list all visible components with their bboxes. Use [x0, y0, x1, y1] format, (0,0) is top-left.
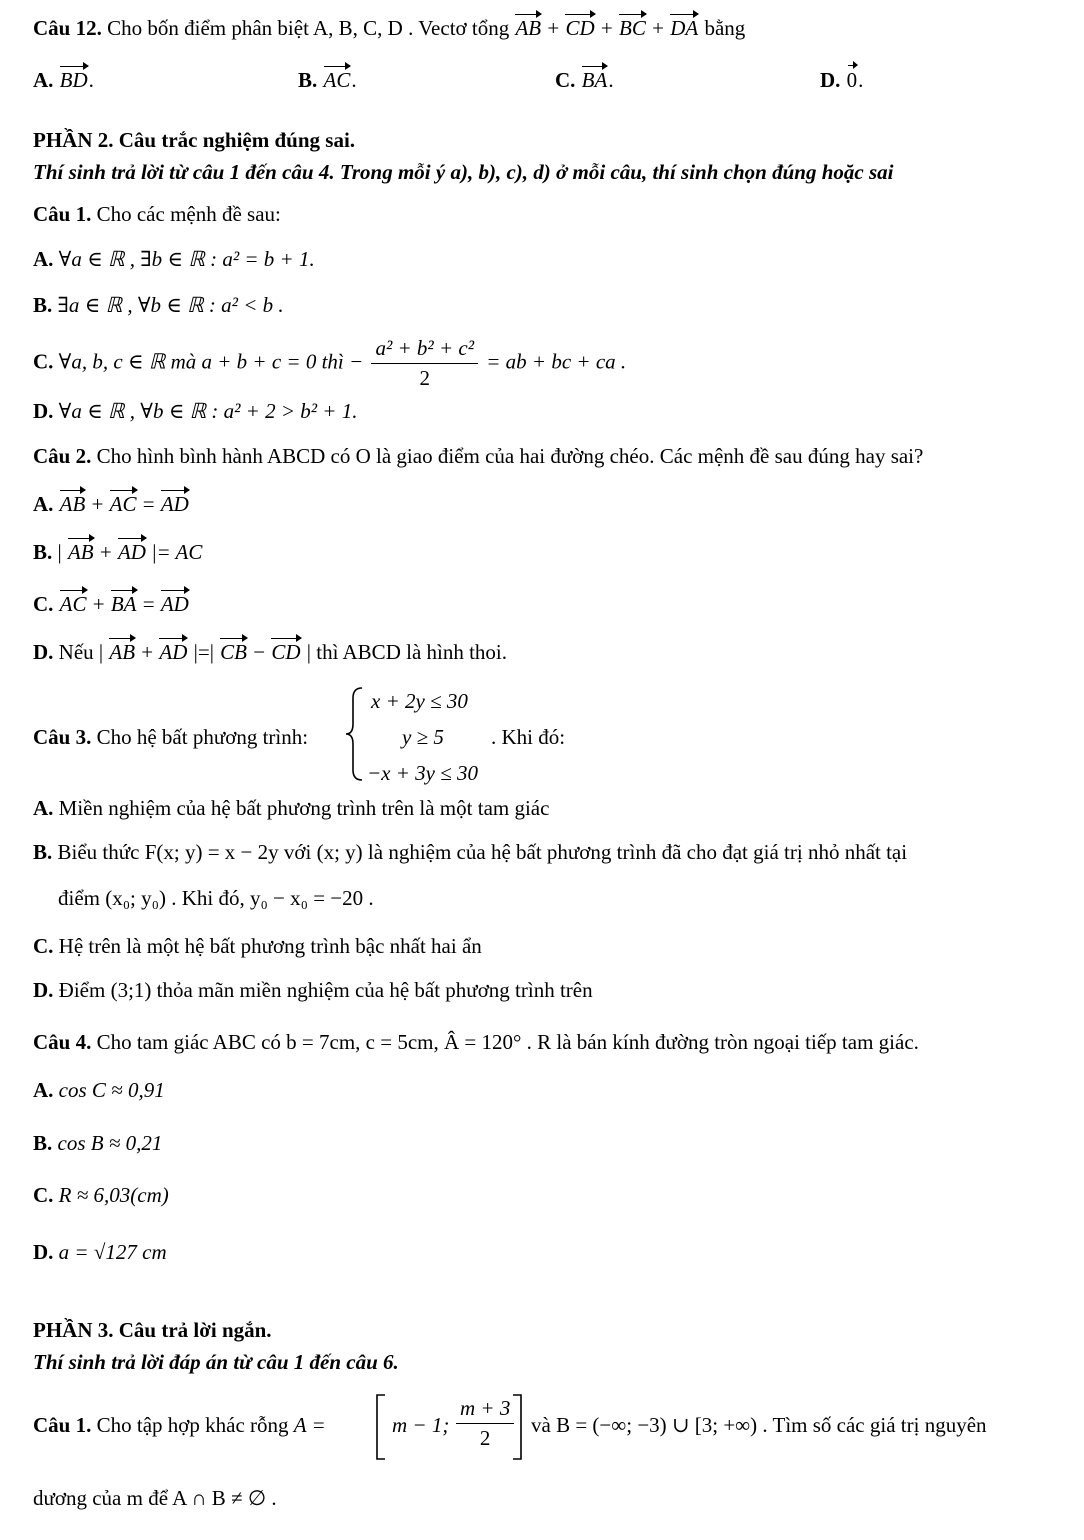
p2-question-4: Câu 4. Cho tam giác ABC có b = 7cm, c = 5cm, Â = 120° . R là bán kính đường tròn ngoại tiếp tam giác.	[33, 1030, 919, 1054]
p2q2-option-b: B. | AB + AD |= AC	[33, 540, 203, 564]
zero-vector: 0	[846, 68, 858, 92]
right-bracket	[511, 1394, 523, 1460]
interval-fraction: m + 3 2	[456, 1396, 514, 1451]
option-c: C. BA.	[555, 68, 614, 92]
fraction: $\frac{\text{a² + b² + c²}}{2}$	[371, 336, 478, 391]
p2-question-1: Câu 1. Cho các mệnh đề sau:	[33, 202, 281, 226]
p2q3-option-d: D. Điểm (3;1) thỏa mãn miền nghiệm của hệ bất phương trình trên	[33, 978, 593, 1002]
p2q3-option-b: B. Biểu thức F(x; y) = x − 2y với (x; y) là nghiệm của hệ bất phương trình đã cho đạt giá trị nhỏ nhất tại	[33, 840, 908, 864]
part-2-heading: PHẦN 2. Câu trắc nghiệm đúng sai.	[33, 128, 356, 152]
p3-question-1: Câu 1. Cho tập hợp khác rỗng A =	[33, 1413, 326, 1437]
p2q3-tail: . Khi đó:	[491, 725, 566, 749]
p2q4-option-d: D. a = √127 cm	[33, 1240, 167, 1264]
p3q1-line2: dương của m để A ∩ B ≠ ∅ .	[33, 1486, 277, 1510]
option-d: D. 0.	[820, 68, 864, 92]
vector-cd: CD	[565, 16, 595, 40]
question-12: Câu 12. Cho bốn điểm phân biệt A, B, C, D . Vectơ tổng AB + CD + BC + DA bằng	[33, 16, 746, 40]
vector-bc: BC	[619, 16, 646, 40]
part-2-instruction: Thí sinh trả lời từ câu 1 đến câu 4. Trong mỗi ý a), b), c), d) ở mỗi câu, thí sinh chọn đúng hoặc sai	[33, 160, 894, 184]
question-label: Câu 12.	[33, 16, 102, 40]
p2q1-option-b: B. ∃a ∈ ℝ , ∀b ∈ ℝ : a² < b .	[33, 293, 284, 317]
question-text: Cho bốn điểm phân biệt A, B, C, D . Vectơ tổng	[107, 16, 510, 40]
p2-question-2: Câu 2. Cho hình bình hành ABCD có O là giao điểm của hai đường chéo. Các mệnh đề sau đúng hay sai?	[33, 444, 924, 468]
system-line-1: x + 2y ≤ 30	[371, 689, 468, 713]
p2q4-option-a: A. cos C ≈ 0,91	[33, 1078, 165, 1102]
p2q3-option-c: C. Hệ trên là một hệ bất phương trình bậc nhất hai ẩn	[33, 934, 482, 958]
option-b: B. AC.	[298, 68, 357, 92]
p2q2-option-a: A. AB + AC = AD	[33, 492, 189, 516]
p2q2-option-c: C. AC + BA = AD	[33, 592, 189, 616]
vector-ac: AC	[323, 68, 351, 92]
p2q4-option-b: B. cos B ≈ 0,21	[33, 1131, 163, 1155]
system-line-2: y ≥ 5	[402, 725, 444, 749]
question-tail: bằng	[704, 16, 746, 40]
vector-bd: BD	[59, 68, 88, 92]
vector-da: DA	[670, 16, 699, 40]
p2q1-option-d: D. ∀a ∈ ℝ , ∀b ∈ ℝ : a² + 2 > b² + 1.	[33, 399, 358, 423]
p3q1-mid: và B = (−∞; −3) ∪ [3; +∞) . Tìm số các giá trị nguyên	[531, 1413, 987, 1437]
system-brace	[344, 686, 366, 782]
system-line-3: −x + 3y ≤ 30	[367, 761, 479, 785]
left-bracket	[375, 1394, 387, 1460]
p2q1-option-c: C. ∀a, b, c ∈ ℝ mà a + b + c = 0 thì − $\frac{\text{a² + b² + c²}}{2}$ = ab + bc + ca .	[33, 336, 627, 391]
vector-ab: AB	[515, 16, 542, 40]
p2q4-option-c: C. R ≈ 6,03(cm)	[33, 1183, 169, 1207]
part-3-instruction: Thí sinh trả lời đáp án từ câu 1 đến câu 6.	[33, 1350, 399, 1374]
part-3-heading: PHẦN 3. Câu trả lời ngắn.	[33, 1318, 272, 1342]
p2q3-option-a: A. Miền nghiệm của hệ bất phương trình trên là một tam giác	[33, 796, 550, 820]
p2q2-option-d: D. Nếu | AB + AD |=| CB − CD | thì ABCD là hình thoi.	[33, 640, 508, 664]
p2q1-option-a: A. ∀a ∈ ℝ , ∃b ∈ ℝ : a² = b + 1.	[33, 247, 315, 271]
vector-ba: BA	[581, 68, 608, 92]
p2-question-3: Câu 3. Cho hệ bất phương trình:	[33, 725, 309, 749]
option-a: A. BD.	[33, 68, 94, 92]
interval-left: m − 1;	[392, 1413, 450, 1437]
p2q3-option-b-line2: điểm (x₀; y₀) . Khi đó, y₀ − x₀ = −20 .	[58, 886, 374, 910]
